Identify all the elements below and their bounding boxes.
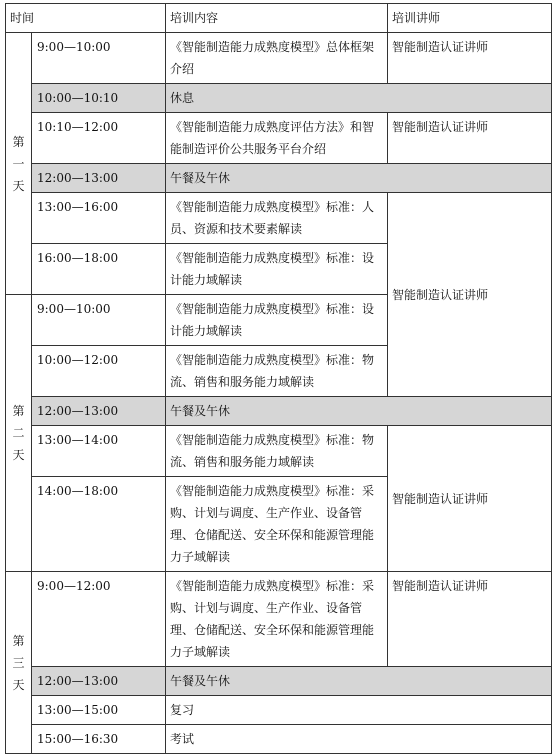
time-cell: 9:00—12:00 <box>32 572 166 667</box>
day-label-3: 第 三 天 <box>6 572 32 754</box>
instructor-cell: 智能制造认证讲师 <box>388 113 552 164</box>
time-cell: 10:00—10:10 <box>32 84 166 113</box>
break-cell: 休息 <box>166 84 552 113</box>
content-cell: 《智能制造能力成熟度模型》标准：人员、资源和技术要素解读 <box>166 193 388 244</box>
table-row <box>6 725 552 754</box>
time-cell: 15:00—16:30 <box>32 725 166 754</box>
content-cell: 《智能制造能力成熟度模型》标准：采购、计划与调度、生产作业、设备管理、仓储配送、安全环保和能源管理能力子域解读 <box>166 572 388 667</box>
content-cell: 《智能制造能力成熟度模型》标准：物流、销售和服务能力域解读 <box>166 346 388 397</box>
table-row <box>6 572 552 667</box>
time-cell: 9:00—10:00 <box>32 33 166 84</box>
lunch-cell: 午餐及午休 <box>166 164 552 193</box>
time-cell: 13:00—15:00 <box>32 696 166 725</box>
content-cell: 《智能制造能力成熟度模型》标准：物流、销售和服务能力域解读 <box>166 426 388 477</box>
time-cell: 13:00—14:00 <box>32 426 166 477</box>
instructor-cell-merged: 智能制造认证讲师 <box>388 426 552 572</box>
schedule-table-wrapper <box>5 3 552 754</box>
header-time: 时间 <box>6 4 166 33</box>
table-row-break <box>6 84 552 113</box>
header-content: 培训内容 <box>166 4 388 33</box>
header-instructor: 培训讲师 <box>388 4 552 33</box>
table-row <box>6 113 552 164</box>
instructor-cell-merged: 智能制造认证讲师 <box>388 193 552 397</box>
time-cell: 12:00—13:00 <box>32 397 166 426</box>
table-row-lunch <box>6 397 552 426</box>
header-row <box>6 4 552 33</box>
lunch-cell: 午餐及午休 <box>166 667 552 696</box>
table-row-lunch <box>6 164 552 193</box>
content-cell: 《智能制造能力成熟度模型》标准：采购、计划与调度、生产作业、设备管理、仓储配送、安全环保和能源管理能力子域解读 <box>166 477 388 572</box>
content-cell: 《智能制造能力成熟度评估方法》和智能制造评价公共服务平台介绍 <box>166 113 388 164</box>
time-cell: 10:10—12:00 <box>32 113 166 164</box>
time-cell: 12:00—13:00 <box>32 164 166 193</box>
instructor-cell: 智能制造认证讲师 <box>388 33 552 84</box>
time-cell: 16:00—18:00 <box>32 244 166 295</box>
content-cell: 考试 <box>166 725 552 754</box>
time-cell: 13:00—16:00 <box>32 193 166 244</box>
time-cell: 14:00—18:00 <box>32 477 166 572</box>
time-cell: 12:00—13:00 <box>32 667 166 696</box>
day-label-1: 第 一 天 <box>6 33 32 295</box>
lunch-cell: 午餐及午休 <box>166 397 552 426</box>
time-cell: 9:00—10:00 <box>32 295 166 346</box>
table-row-lunch <box>6 667 552 696</box>
instructor-cell: 智能制造认证讲师 <box>388 572 552 667</box>
time-cell: 10:00—12:00 <box>32 346 166 397</box>
content-cell: 《智能制造能力成熟度模型》标准：设计能力域解读 <box>166 244 388 295</box>
day-label-2: 第 二 天 <box>6 295 32 572</box>
content-cell: 复习 <box>166 696 552 725</box>
table-row <box>6 193 552 244</box>
table-row <box>6 33 552 84</box>
table-row <box>6 426 552 477</box>
content-cell: 《智能制造能力成熟度模型》标准：设计能力域解读 <box>166 295 388 346</box>
content-cell: 《智能制造能力成熟度模型》总体框架介绍 <box>166 33 388 84</box>
schedule-table <box>5 3 552 754</box>
table-row <box>6 696 552 725</box>
